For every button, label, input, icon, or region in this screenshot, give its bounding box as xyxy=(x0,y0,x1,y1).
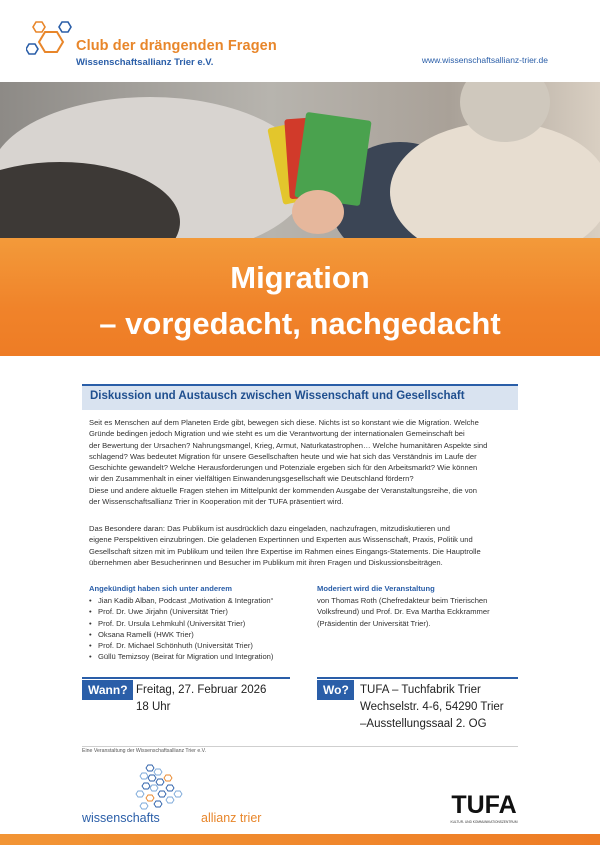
event-title: Migration xyxy=(230,260,370,295)
when-details xyxy=(136,682,266,716)
speakers-title: Angekündigt haben sich unter anderem xyxy=(89,584,233,593)
club-name: Club der drängenden Fragen xyxy=(76,38,277,54)
speaker-item: • Oksana Ramelli (HWK Trier) xyxy=(89,629,309,640)
where-details xyxy=(360,682,504,733)
event-time: 18 Uhr xyxy=(136,701,171,713)
venue-address: Wechselstr. 4-6, 54290 Trier xyxy=(360,701,504,713)
speaker-item: • Prof. Dr. Michael Schönhuth (Universität Trier) xyxy=(89,640,309,651)
paragraph-line: übernehmen aber Besucherinnen und Besucher im Publikum mit ihren Fragen und Diskussionsbeiträgen. xyxy=(89,557,443,567)
paragraph-line: Gründe bedingen jedoch Migration und wie steht es um die Verantwortung der internationalen Gemeinschaft bei xyxy=(89,429,465,439)
header-photo xyxy=(0,82,600,238)
where-label: Wo? xyxy=(317,680,354,700)
organizer-note: Eine Veranstaltung der Wissenschaftsallianz Trier e.V. xyxy=(82,748,207,754)
paragraph-line: schlagend? Was bedeutet Migration für unsere Gesellschaften heute und wie hat sich das Verständnis im Laufe der xyxy=(89,451,477,461)
svg-text:TUFA: TUFA xyxy=(451,791,517,818)
website-link[interactable]: www.wissenschaftsallianz-trier.de xyxy=(421,55,548,65)
paragraph-line: der Bewertung der Ursachen? Nahrungsmangel, Krieg, Armut, Naturkatastrophen… Welche humanitären Aspekte sind xyxy=(89,440,488,450)
footer-divider xyxy=(82,746,518,747)
speakers-list xyxy=(89,584,309,663)
event-subtitle: – vorgedacht, nachgedacht xyxy=(99,306,501,341)
club-subtitle: Wissenschaftsallianz Trier e.V. xyxy=(76,57,214,68)
moderation-title: Moderiert wird die Veranstaltung xyxy=(317,584,435,593)
voting-cards-photo-icon xyxy=(0,82,600,238)
paragraph-line: wir den Zusammenhalt in einer vielfältigen Einwanderungsgesellschaft wie Deutschland fördern? xyxy=(89,474,414,484)
speaker-item: • Jian Kadib Alban, Podcast „Motivation & Integration“ xyxy=(89,595,309,606)
tufa-logo-icon xyxy=(450,790,518,818)
moderation-line: (Präsidentin der Universität Trier). xyxy=(317,618,431,628)
speaker-item: • Prof. Dr. Uwe Jirjahn (Universität Trier) xyxy=(89,606,309,617)
venue-name: TUFA – Tuchfabrik Trier xyxy=(360,684,481,696)
paragraph-line: Gesellschaft sitzen mit im Publikum und teilen Ihre Expertise im Rahmen eines Eingangs-Statements. Die Hauptrolle xyxy=(89,546,481,556)
section-heading xyxy=(82,384,518,410)
when-label: Wann? xyxy=(82,680,133,700)
paragraph-line: Diese und andere aktuelle Fragen stehen im Mittelpunkt der kommenden Ausgabe der Veranstaltungsreihe, die von xyxy=(89,485,477,495)
header xyxy=(0,0,600,82)
venue-room: –Ausstellungssaal 2. OG xyxy=(360,718,487,730)
paragraph-line: Geschichte gewandelt? Welche Herausforderungen und Potenziale ergeben sich für den Arbeitsmarkt? Wie können xyxy=(89,463,478,473)
paragraph-line: der Wissenschaftsallianz Trier in Kooperation mit der TUFA präsentiert wird. xyxy=(89,497,344,507)
format-paragraph xyxy=(89,523,517,568)
section-heading-text: Diskussion und Austausch zwischen Wissenschaft und Gesellschaft xyxy=(90,390,465,402)
speaker-item: • Güllü Temizsoy (Beirat für Migration und Integration) xyxy=(89,651,309,662)
paragraph-line: Das Besondere daran: Das Publikum ist ausdrücklich dazu eingeladen, nachzufragen, mitzudiskutieren und xyxy=(89,524,450,533)
moderation-block xyxy=(317,584,517,629)
wa-wordmark-part2: allianz trier xyxy=(201,811,262,825)
title-banner xyxy=(0,238,600,356)
when-rule xyxy=(82,677,290,679)
moderation-line: Volksfreund) und Prof. Dr. Eva Martha Eckkrammer xyxy=(317,607,490,617)
where-rule xyxy=(317,677,518,679)
hexagon-logo-icon xyxy=(26,20,72,60)
bottom-accent-bar xyxy=(0,834,600,845)
tufa-subtitle: KULTUR- UND KOMMUNIKATIONSZENTRUM xyxy=(450,820,518,824)
wa-wordmark-part1: wissenschafts xyxy=(82,811,160,825)
speaker-item: • Prof. Dr. Ursula Lehmkuhl (Universität Trier) xyxy=(89,618,309,629)
paragraph-line: Seit es Menschen auf dem Planeten Erde gibt, bewegen sich diese. Nichts ist so konstant wie die Migration. Welche xyxy=(89,418,479,427)
intro-paragraph xyxy=(89,417,517,507)
moderation-line: von Thomas Roth (Chefredakteur beim Trierischen xyxy=(317,596,488,605)
event-date: Freitag, 27. Februar 2026 xyxy=(136,684,267,696)
heading-rule xyxy=(82,384,518,386)
paragraph-line: eigene Perspektiven einzubringen. Die geladenen Expertinnen und Experten aus Wissenschaft, Praxis, Politik und xyxy=(89,535,473,545)
